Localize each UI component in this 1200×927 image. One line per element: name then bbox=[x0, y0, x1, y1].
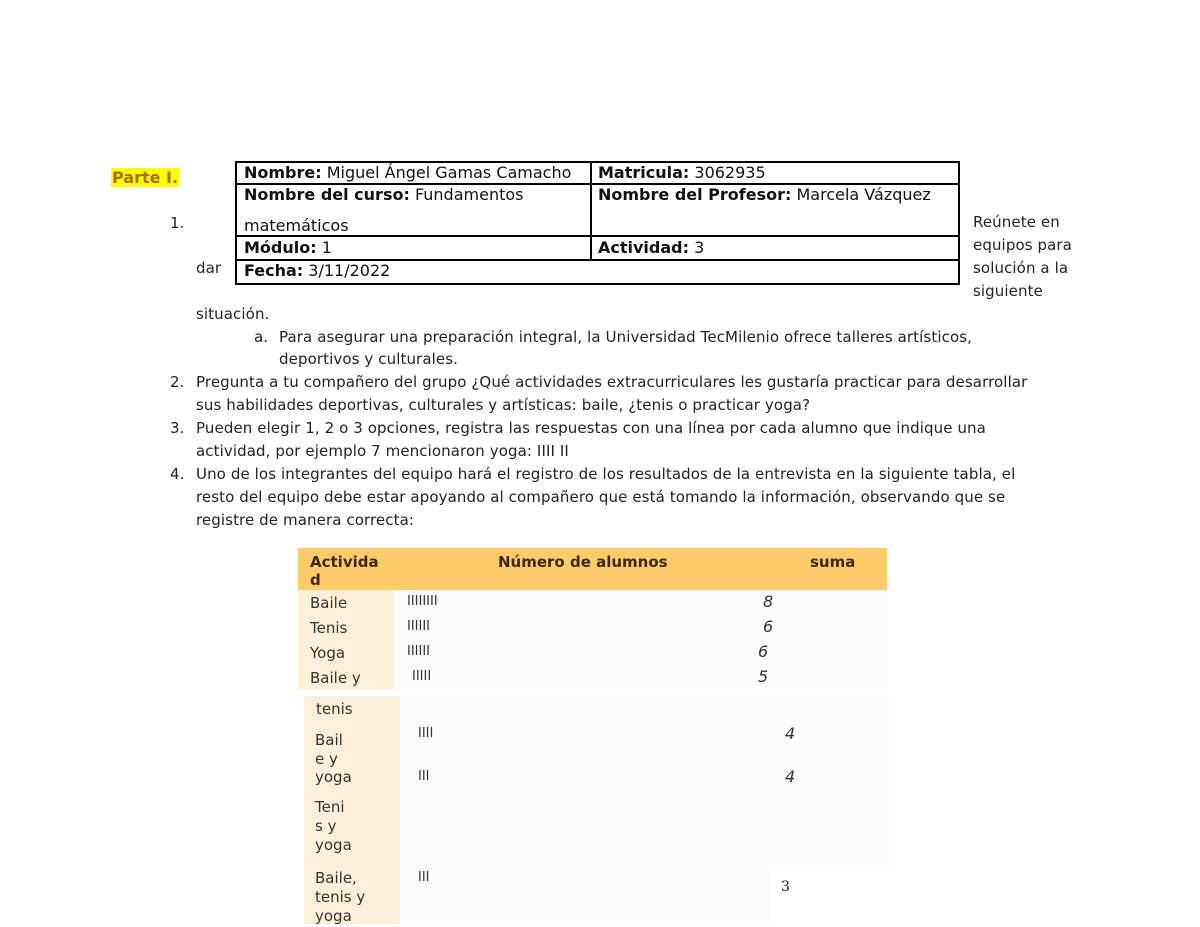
item4-line-3: registre de manera correcta: bbox=[196, 511, 415, 529]
sub-a-line-2: deportivos y culturales. bbox=[279, 350, 458, 368]
item1-side-4: siguiente bbox=[973, 282, 1043, 300]
student-id: Matricula: 3062935 bbox=[598, 163, 766, 182]
item2-line-2: sus habilidades deportivas, culturales y artísticas: baile, ¿tenis o practicar yoga? bbox=[196, 396, 811, 414]
activity: Actividad: 3 bbox=[598, 238, 705, 257]
item3-line-1: Pueden elegir 1, 2 o 3 opciones, registra las respuestas con una línea por cada alumno que indique una bbox=[196, 419, 986, 437]
row-sum-baile-yoga: 4 bbox=[785, 724, 796, 743]
item1-side-1: Reúnete en bbox=[973, 213, 1060, 231]
row-label-tenis-yoga-2: s y bbox=[315, 817, 337, 835]
header-actividad: Activida d bbox=[310, 553, 379, 589]
row-label-all-1: Baile, bbox=[315, 869, 357, 887]
item1-dar: dar bbox=[196, 259, 222, 277]
item1-side-3: solución a la bbox=[973, 259, 1069, 277]
row-tally-yoga: IIIIII bbox=[407, 644, 431, 659]
list-number-3: 3. bbox=[170, 419, 185, 437]
row-label-baile-tenis-2: tenis bbox=[316, 700, 353, 718]
header-suma: suma bbox=[810, 553, 856, 571]
sub-a-line-1: Para asegurar una preparación integral, la Universidad TecMilenio ofrece talleres artísticos, bbox=[279, 328, 973, 346]
row-sum-all: 3 bbox=[781, 879, 790, 895]
row-label-tenis-yoga-3: yoga bbox=[315, 836, 352, 854]
item3-line-2: actividad, por ejemplo 7 mencionaron yoga: IIII II bbox=[196, 442, 569, 460]
item4-line-2: resto del equipo debe estar apoyando al compañero que está tomando la información, observando que se bbox=[196, 488, 1006, 506]
list-number-4: 4. bbox=[170, 465, 185, 483]
row-label-tenis-yoga-1: Teni bbox=[315, 798, 345, 816]
list-number-2: 2. bbox=[170, 373, 185, 391]
row-sum-baile: 8 bbox=[763, 592, 774, 611]
date: Fecha: 3/11/2022 bbox=[244, 261, 391, 280]
row-label-tenis: Tenis bbox=[310, 619, 348, 637]
row-label-baile-yoga-2: e y bbox=[315, 750, 338, 768]
row-tally-baile-tenis: IIIII bbox=[412, 669, 432, 684]
sub-a-marker: a. bbox=[254, 328, 269, 346]
item1-end: situación. bbox=[196, 305, 270, 323]
row-sum-baile-tenis: 5 bbox=[758, 667, 769, 686]
row-sum-yoga: 6 bbox=[758, 642, 769, 661]
row-sum-tenis: 6 bbox=[763, 617, 774, 636]
item4-line-1: Uno de los integrantes del equipo hará el registro de los resultados de la entrevista en la siguiente tabla, el bbox=[196, 465, 1016, 483]
header-alumnos: Número de alumnos bbox=[498, 553, 668, 571]
row-tally-all: III bbox=[418, 870, 430, 885]
student-name: Nombre: Miguel Ángel Gamas Camacho bbox=[244, 163, 572, 182]
row-tally-baile: IIIIIIII bbox=[407, 594, 438, 609]
row-label-all-2: tenis y bbox=[315, 888, 366, 906]
course-name: Nombre del curso: Fundamentos bbox=[244, 185, 524, 204]
row-label-baile-tenis-1: Baile y bbox=[310, 669, 361, 687]
item1-side-2: equipos para bbox=[973, 236, 1072, 254]
row-label-baile-yoga-3: yoga bbox=[315, 768, 352, 786]
professor-name: Nombre del Profesor: Marcela Vázquez bbox=[598, 185, 931, 204]
course-name-cont: matemáticos bbox=[244, 216, 349, 235]
row-label-baile: Baile bbox=[310, 594, 348, 612]
list-number-1: 1. bbox=[170, 214, 185, 232]
row-label-baile-yoga-1: Bail bbox=[315, 731, 343, 749]
item2-line-1: Pregunta a tu compañero del grupo ¿Qué actividades extracurriculares les gustaría practicar para desarrollar bbox=[196, 373, 1028, 391]
module: Módulo: 1 bbox=[244, 238, 332, 257]
row-sum-tenis-yoga: 4 bbox=[785, 767, 796, 786]
row-tally-baile-yoga: IIII bbox=[418, 726, 434, 741]
row-tally-tenis-yoga: III bbox=[418, 769, 430, 784]
part-heading: Parte I. bbox=[112, 168, 179, 187]
row-label-all-3: yoga bbox=[315, 907, 352, 925]
row-label-yoga: Yoga bbox=[310, 644, 346, 662]
row-tally-tenis: IIIIII bbox=[407, 619, 431, 634]
